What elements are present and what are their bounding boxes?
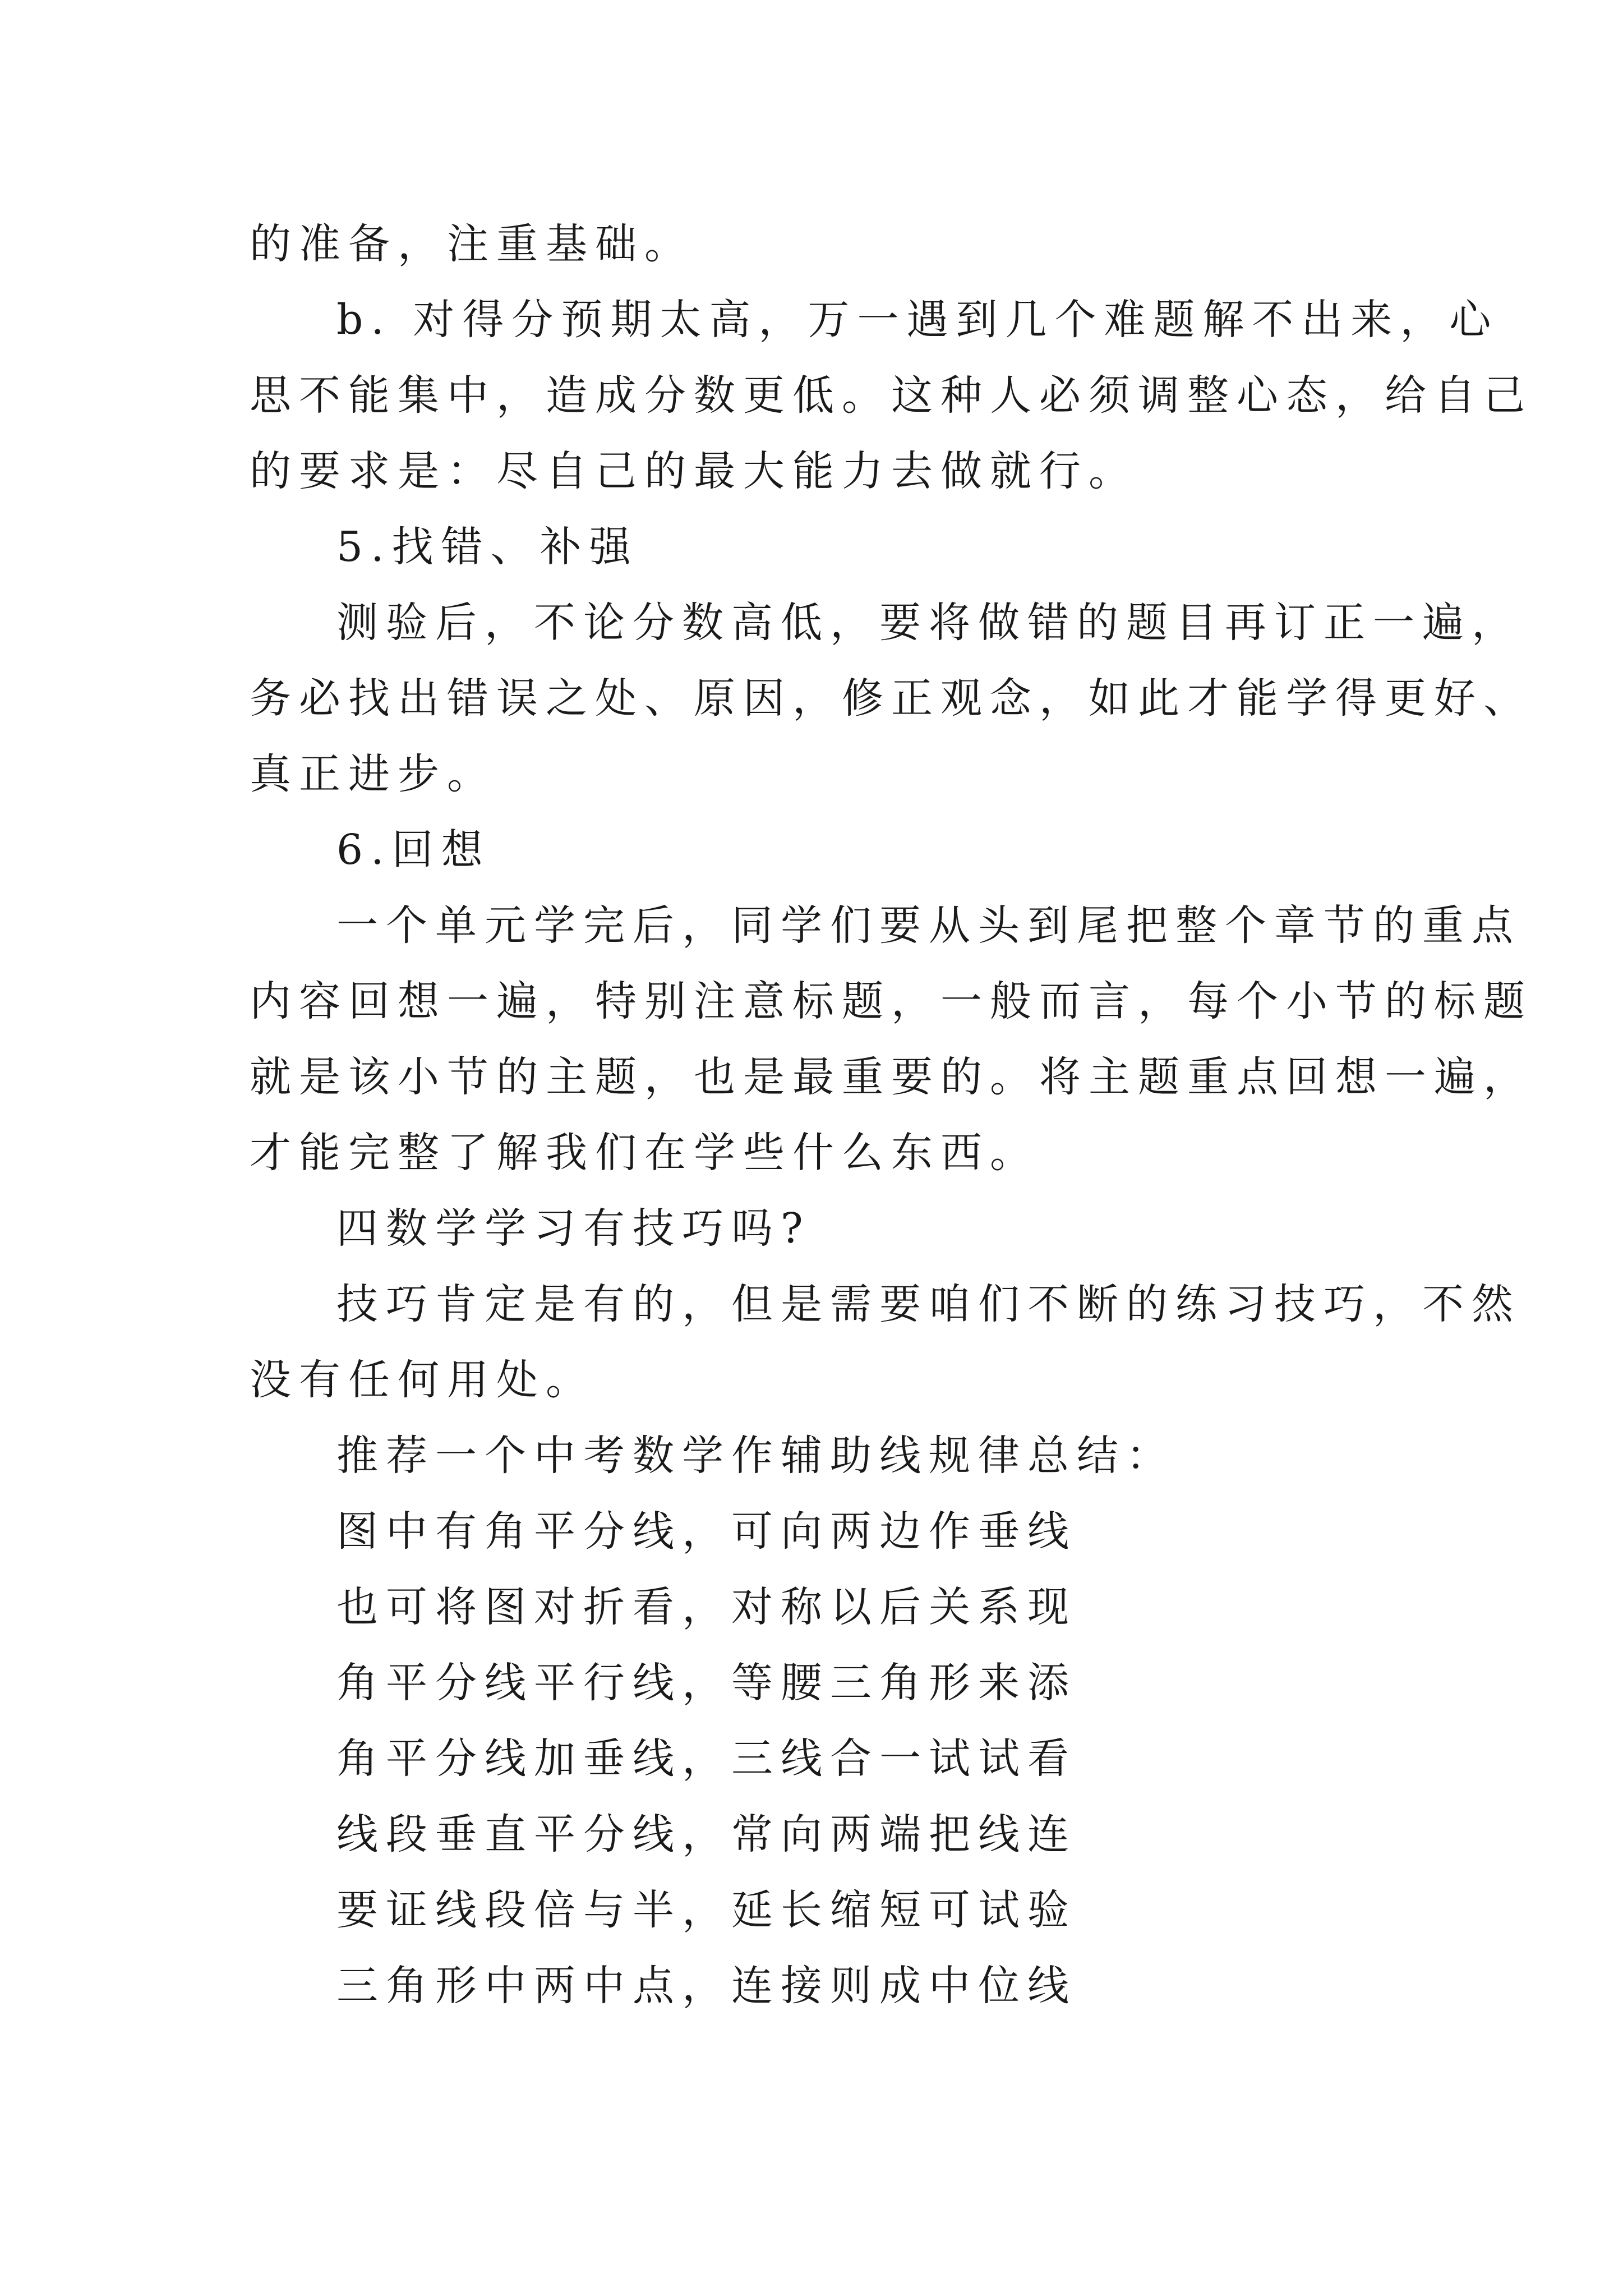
text-line: 就是该小节的主题，也是最重要的。将主题重点回想一遍， — [250, 1053, 1533, 1101]
section-heading: 6.回想 — [336, 826, 491, 874]
text-line: 真正进步。 — [250, 750, 496, 798]
text-line: 才能完整了解我们在学些什么东西。 — [250, 1129, 1039, 1177]
verse-line: 三角形中两中点，连接则成中位线 — [336, 1962, 1077, 2010]
text-line: 一个单元学完后，同学们要从头到尾把整个章节的重点 — [336, 901, 1521, 950]
text-line: 技巧肯定是有的，但是需要咱们不断的练习技巧，不然 — [336, 1280, 1521, 1328]
verse-line: 图中有角平分线，可向两边作垂线 — [336, 1507, 1077, 1556]
text-line: b. 对得分预期太高，万一遇到几个难题解不出来，心 — [336, 296, 1499, 344]
text-line: 没有任何用处。 — [250, 1356, 595, 1404]
text-line: 推荐一个中考数学作辅助线规律总结： — [336, 1432, 1175, 1480]
verse-line: 也可将图对折看，对称以后关系现 — [336, 1583, 1077, 1631]
verse-line: 角平分线加垂线，三线合一试试看 — [336, 1734, 1077, 1783]
verse-line: 线段垂直平分线，常向两端把线连 — [336, 1810, 1077, 1858]
verse-line: 角平分线平行线，等腰三角形来添 — [336, 1659, 1077, 1707]
section-heading: 5.找错、补强 — [336, 523, 639, 571]
section-heading: 四数学学习有技巧吗? — [336, 1204, 811, 1253]
text-line: 内容回想一遍，特别注意标题，一般而言，每个小节的标题 — [250, 977, 1533, 1025]
text-line: 的要求是：尽自己的最大能力去做就行。 — [250, 447, 1138, 495]
text-line: 务必找出错误之处、原因，修正观念，如此才能学得更好、 — [250, 674, 1533, 723]
text-line: 的准备，注重基础。 — [250, 220, 694, 268]
text-line: 思不能集中，造成分数更低。这种人必须调整心态，给自己 — [250, 371, 1533, 420]
text-line: 测验后，不论分数高低，要将做错的题目再订正一遍， — [336, 599, 1521, 647]
verse-line: 要证线段倍与半，延长缩短可试验 — [336, 1886, 1077, 1934]
